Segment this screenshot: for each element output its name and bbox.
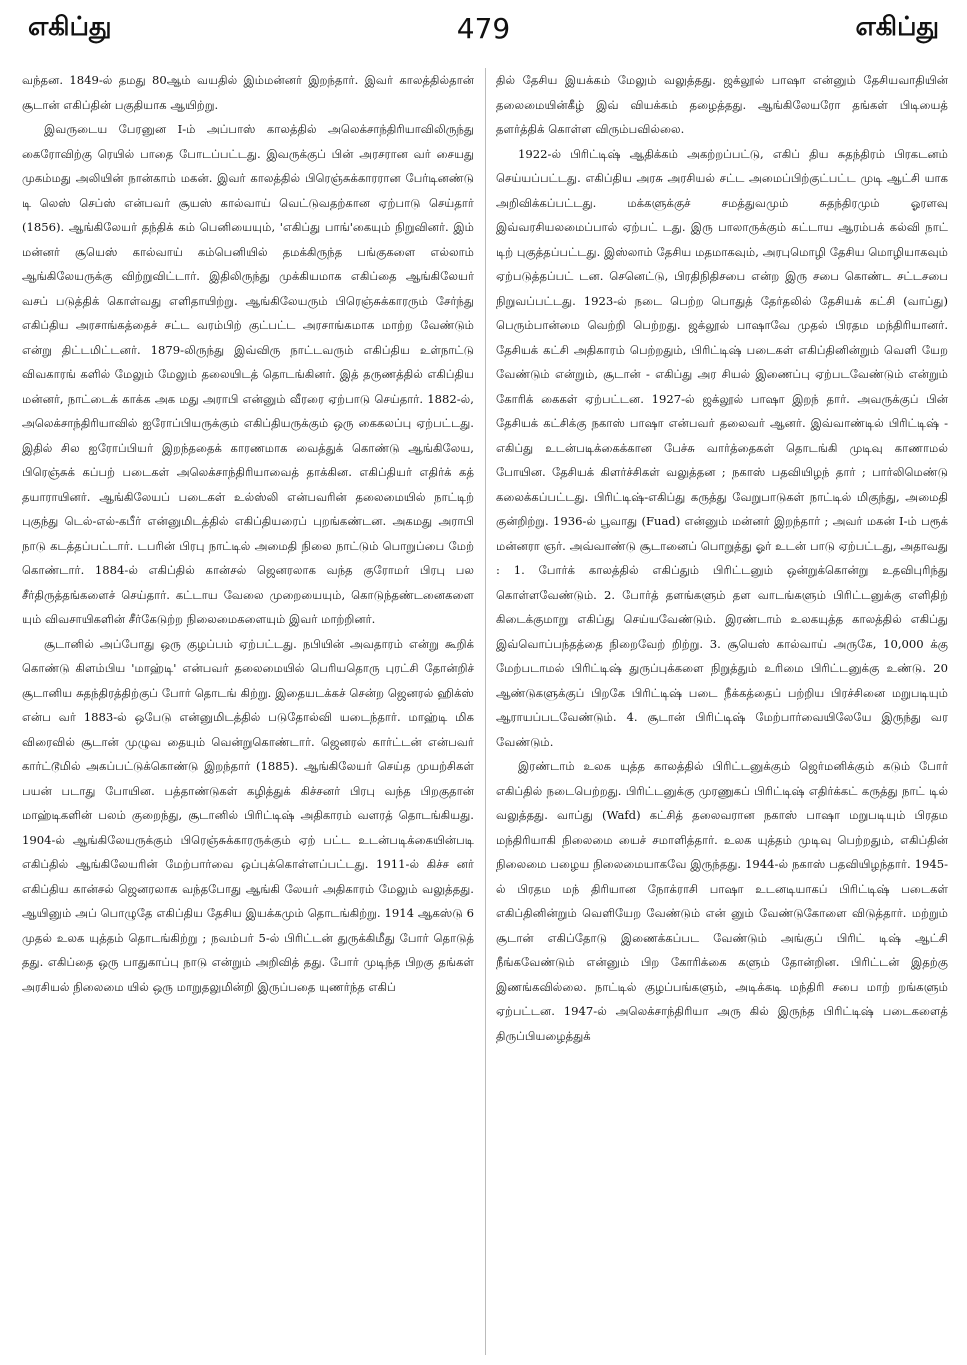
column-divider — [485, 68, 486, 1355]
paragraph: இரண்டாம் உலக யுத்த காலத்தில் பிரிட்டனுக்கும் ஜெர்மனிக்கும் கடும் போர் எகிப்தில் நடைபெற்றது. பிரிட்டனுக்கு முரணுகப் பிரிட்டிஷ் எதிர்க்கட் கருத்து நாட் டில் வலுத்தது. வாப்து (Wafd) கட்சித் தலைவரான நகாஸ் பாஷா மறுபடியும் பிரதம மந்திரியாகி நிலைமை யைச் சமாளித்தார். உலக யுத்தம் முடிவு பெற்றதும், எகிப்தின் நிலைமை பழைய நிலைமையாகவே இருந்தது. 1944-ல் நகாஸ் பதவியிழந்தார். 1945-ல் பிரதம மந் திரியான நோக்ராசி பாஷா உடனடியாகப் பிரிட்டிஷ் படைகள் எகிப்தினின்றும் வெளியேற வேண்டும் என் னும் வேண்டுகோளை விடுத்தார். மற்றும் சூடான் எகிப்தோடு இணைக்கப்பட வேண்டும் அங்குப் பிரிட் டிஷ் ஆட்சி நீங்கவேண்டும் என்னும் பிற கோரிக்கை களும் தோன்றின. பிரிட்டன் இதற்கு இணங்கவில்லை. நாட்டில் குழப்பங்களும், அடிக்கடி மந்திரி சபை மாற் றங்களும் ஏற்பட்டன. 1947-ல் அலெக்சாந்திரியா அரு கில் இருந்த பிரிட்டிஷ் படைகளைத் திருப்பியழைத்துக் — [496, 759, 948, 1043]
running-head-right: எகிப்து — [855, 12, 939, 42]
right-column — [496, 68, 948, 1357]
paragraph: தில் தேசிய இயக்கம் மேலும் வலுத்தது. ஜக்லூல் பாஷா என்னும் தேசியவாதியின் தலைமையின்கீழ் இவ் வியக்கம் தழைத்தது. ஆங்கிலேயரோ தங்கள் பிடியைத் தளர்த்திக் கொள்ள விரும்பவில்லை. — [496, 73, 948, 136]
running-head-left: எகிப்து — [28, 12, 112, 42]
page-number: 479 — [456, 12, 511, 45]
page-header — [28, 12, 939, 58]
paragraph: இவருடைய பேரனுன I-ம் அப்பாஸ் காலத்தில் அலெக்சாந்திரியாவிலிருந்து கைரோவிற்கு ரெயில் பாதை போடப்பட்டது. இவருக்குப் பின் அரசரான வர் சையது முகம்மது அலியின் நான்காம் மகன். இவர் காலத்தில் பிரெஞ்சுக்காரரான பேர்டினண்டு டி லெஸ் செப்ஸ் என்பவர் சூயஸ் கால்வாய் வெட்டுவதற்கான ஏற்பாடு செய்தார் (1856). ஆங்கிலேயர் தந்திக் கம் பெனியையும், 'எகிப்து பாங்'கையும் நிறுவினர். இம் மன்னர் சூயெஸ் கால்வாய் கம்பெனியில் தமக்கிருந்த பங்குகளை எல்லாம் ஆங்கிலேயருக்கு விற்றுவிட்டார். இதிலிருந்து முக்கியமாக எகிப்தை ஆங்கிலேயர் வசப் படுத்திக் கொள்வது எளிதாயிற்று. ஆங்கிலேயரும் பிரெஞ்சுக்காரரும் சேர்ந்து எகிப்திய அரசாங்கத்தைச் சட்ட வரம்பிற் குட்பட்ட அரசாங்கமாக மாற்ற வேண்டும் என்று திட்டமிட்டனர். 1879-லிருந்து இவ்விரு நாட்டவரும் எகிப்திய உள்நாட்டு விவகாரங் களில் மேலும் மேலும் தலையிடத் தொடங்கினர். இத் தருணத்தில் எகிப்திய மன்னர், நாட்டைக் காக்க அக மது அராபி என்னும் வீரரை ஏற்பாடு செய்தார். 1882-ல், அலெக்சாந்திரியாவில் ஐரோப்பியருக்கும் எகிப்தியருக்கும் ஒரு கைகலப்பு ஏற்பட்டது. இதில் சில ஐரோப்பியர் இறந்ததைக் காரணமாக வைத்துக் கொண்டு ஆங்கிலேய, பிரெஞ்சுக் கப்பற் படைகள் அலெக்சாந்திரியாவைத் தாக்கின. எகிப்தியர் எதிர்க் கத் தயாராயினர். ஆங்கிலேயப் படைகள் உல்ஸ்லி என்பவரின் தலைமையில் நாட்டிற் புகுந்து டெல்-எல்-கபீர் என்னுமிடத்தில் எகிப்தியரைப் புறங்கண்டன. அகமது அராபி நாடு கடத்தப்பட்டார். டபரின் பிரபு நாட்டில் அமைதி நிலை நாட்டும் பொறுப்பை மேற் கொண்டார். 1884-ல் எகிப்தில் கான்சல் ஜெனரலாக வந்த குரோமர் பிரபு பல சீர்திருத்தங்களைச் செய்தார். கட்டாய வேலை முறையையும், கொடுந்தண்டனைகளை யும் விவசாயிகளின் சீர்கேடுற்ற நிலைமைகளையும் இவர் மாற்றினர். — [22, 122, 474, 626]
paragraph: 1922-ல் பிரிட்டிஷ் ஆதிக்கம் அகற்றப்பட்டு, எகிப் திய சுதந்திரம் பிரகடனம் செய்யப்பட்டது. எகிப்திய அரசு அரசியல் சட்ட அமைப்பிற்குட்பட்ட முடி ஆட்சி யாக அறிவிக்கப்பட்டது. மக்களுக்குச் சமத்துவமும் சுதந்திரமும் ஓரளவு இவ்வரசியலமைப்பால் ஏற்பட் டது. இரு பாலாருக்கும் கட்டாய ஆரம்பக் கல்வி நாட் டிற் புகுத்தப்பட்டது. இஸ்லாம் தேசிய மதமாகவும், அரபுமொழி தேசிய மொழியாகவும் ஏற்படுத்தப்பட் டன. செனெட்டு, பிரதிநிதிசபை என்ற இரு சபை கொண்ட சட்டசபை நிறுவப்பட்டது. 1923-ல் நடை பெற்ற பொதுத் தேர்தலில் தேசியக் கட்சி (வாப்து) பெரும்பான்மை வெற்றி பெற்றது. ஜக்லூல் பாஷாவே முதல் பிரதம மந்திரியானர். தேசியக் கட்சி அதிகாரம் பெற்றதும், பிரிட்டிஷ் படைகள் எகிப்தினின்றும் வெளி யேற வேண்டும் என்றும், சூடான் - எகிப்து அர சியல் இணைப்பு ஏற்படவேண்டும் என்றும் கோரிக் கைகள் ஏற்பட்டன. 1927-ல் ஜக்லூல் பாஷா இறந் தார். அவருக்குப் பின் தேசியக் கட்சிக்கு நகாஸ் பாஷா என்பவர் தலைவர் ஆனர். இவ்வாண்டில் பிரிட்டிஷ் - எகிப்து உடன்படிக்கைக்கான பேச்சு வார்த்தைகள் தொடங்கி முடிவு காணாமல் போயின. தேசியக் கிளர்ச்சிகள் வலுத்தன ; நகாஸ் பதவியிழந் தார் ; பார்லிமெண்டு கலைக்கப்பட்டது. பிரிட்டிஷ்-எகிப்து கருத்து வேறுபாடுகள் நாட்டில் மிகுந்து, அமைதி குன்றிற்று. 1936-ல் பூவாது (Fuad) என்னும் மன்னர் இறந்தார் ; அவர் மகன் I-ம் பரூக் மன்னரா ஞர். அவ்வாண்டு சூடானைப் பொறுத்து ஓர் உடன் பாடு ஏற்பட்டது, அதாவது : 1. போர்க் காலத்தில் எகிப்தும் பிரிட்டனும் ஒன்றுக்கொன்று உதவிபுரிந்து கொள்ளவேண்டும். 2. போர்த் தளங்களும் தள வாடங்களும் பிரிட்டனுக்கு எளிதிற் கிடைக்குமாறு எகிப்து செய்யவேண்டும். இரண்டாம் உலகயுத்த காலத்தில் எகிப்து இவ்வொப்பந்தத்தை நிறைவேற் றிற்று. 3. சூயெஸ் கால்வாய் அருகே, 10,000 க்கு மேற்படாமல் பிரிட்டிஷ் துருப்புக்களை நிறுத்தும் உரிமை பிரிட்டனுக்கு உண்டு. 20 ஆண்டுகளுக்குப் பிறகே பிரிட்டிஷ் படை நீக்கத்தைப் பற்றிய பிரச்சினை மறுபடியும் ஆராயப்படவேண்டும். 4. சூடான் பிரிட்டிஷ் மேற்பார்வையிலேயே இருந்து வர வேண்டும். — [496, 146, 948, 749]
left-column — [22, 68, 474, 1357]
paragraph: வந்தன. 1849-ல் தமது 80ஆம் வயதில் இம்மன்னர் இறந்தார். இவர் காலத்தில்தான் சூடான் எகிப்தின் பகுதியாக ஆயிற்று. — [22, 73, 474, 112]
paragraph: சூடானில் அப்போது ஒரு குழப்பம் ஏற்பட்டது. நபியின் அவதாரம் என்று கூறிக் கொண்டு கிளம்பிய 'மாஹ்டி' என்பவர் தலைமையில் பெரியதொரு புரட்சி தோன்றிச் சூடானிய சுதந்திரத்திற்குப் போர் தொடங் கிற்று. இதையடக்கச் சென்ற ஜெனரல் ஹிக்ஸ் என்ப வர் 1883-ல் ஒபேடு என்னுமிடத்தில் படுதோல்வி யடைந்தார். மாஹ்டி மிக விரைவில் சூடான் முழுவ தையும் வென்றுகொண்டார். ஜெனரல் கார்ட்டன் என்பவர் கார்ட்டூமில் அகப்பட்டுக்கொண்டு இறந்தார் (1885). ஆங்கிலேயர் செய்த முயற்சிகள் பயன் படாது போயின. பத்தாண்டுகள் கழித்துக் கிச்சனர் பிரபு வந்த பிறகுதான் மாஹ்டிகளின் பலம் குறைந்து, சூடானில் பிரிட்டிஷ் அதிகாரம் வளரத் தொடங்கியது. 1904-ல் ஆங்கிலேயருக்கும் பிரெஞ்சுக்காரருக்கும் ஏற் பட்ட உடன்படிக்கையின்படி எகிப்தில் ஆங்கிலேயரின் மேற்பார்வை ஒப்புக்கொள்ளப்பட்டது. 1911-ல் கிச்ச னர் எகிப்திய கான்சல் ஜெனரலாக வந்தபோது ஆங்கி லேயர் அதிகாரம் மேலும் வலுத்தது. ஆயினும் அப் பொழுதே எகிப்திய தேசிய இயக்கமும் தொடங்கிற்று. 1914 ஆகஸ்டு 6 முதல் உலக யுத்தம் தொடங்கிற்று ; நவம்பர் 5-ல் பிரிட்டன் துருக்கிமீது போர் தொடுத் தது. எகிப்தை ஒரு பாதுகாப்பு நாடு என்றும் அறிவித் தது. போர் முடிந்த பிறகு தங்கள் அரசியல் நிலைமை யில் ஒரு மாறுதலுமின்றி இருப்பதை யுணர்ந்த எகிப் — [22, 636, 474, 994]
